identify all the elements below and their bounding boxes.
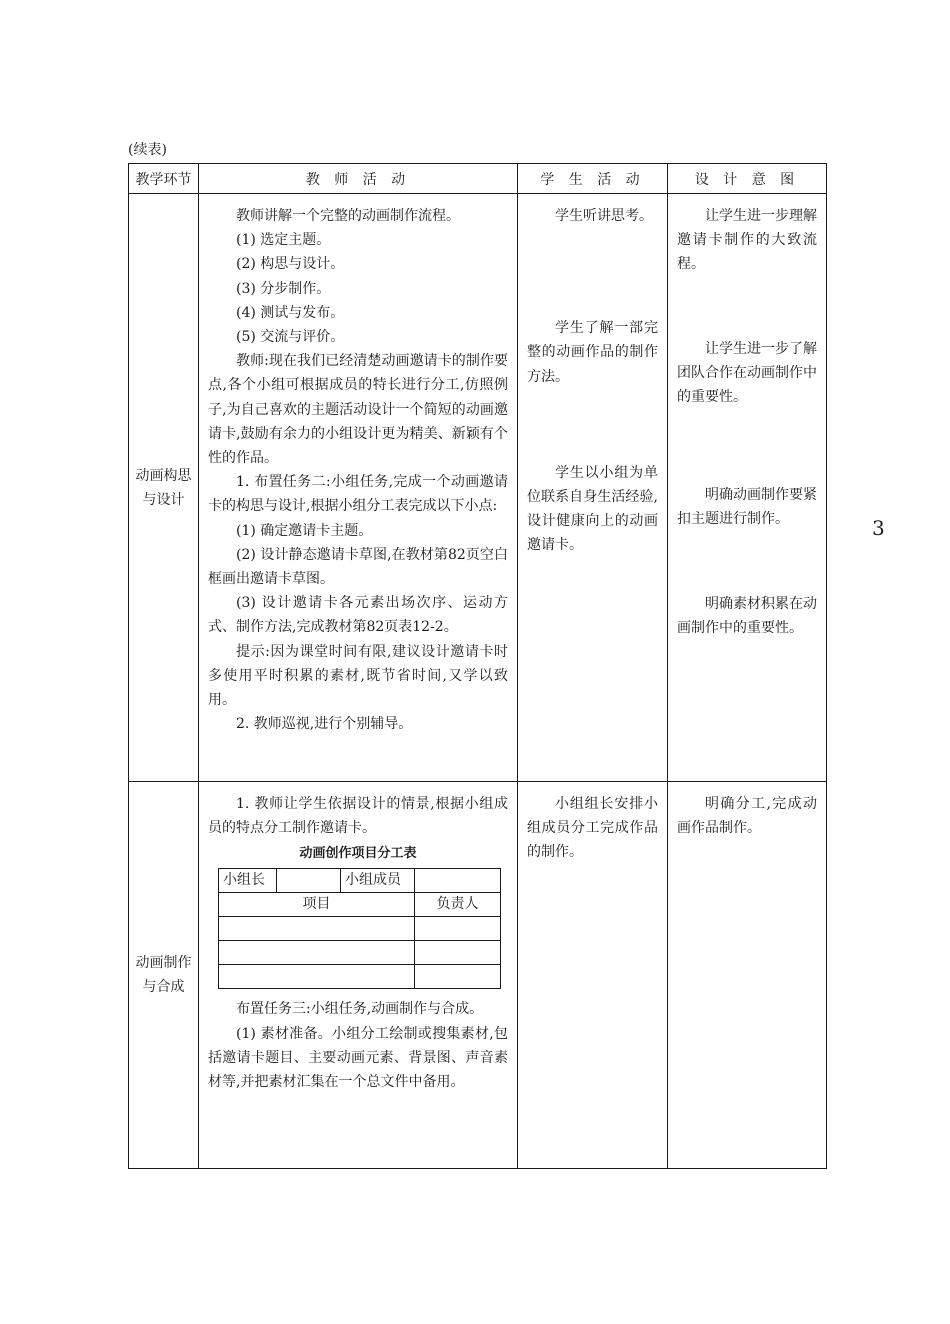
- intent-paragraph: 让学生进一步理解邀请卡制作的大致流程。: [677, 208, 817, 273]
- teacher-paragraph: (5) 交流与评价。: [236, 329, 345, 346]
- leader-value: [277, 869, 341, 893]
- blank-owner-cell: [415, 965, 501, 989]
- blank-item-cell: [219, 941, 415, 965]
- teacher-paragraph: 1. 教师让学生依据设计的情景,根据小组成员的特点分工制作邀请卡。: [208, 796, 508, 837]
- design-intent-cell: [668, 782, 827, 1169]
- stage-label-line1: 动画制作: [135, 955, 192, 971]
- teacher-paragraph: 教师:现在我们已经清楚动画邀请卡的制作要点,各个小组可根据成员的特长进行分工,仿照例子,为自己喜欢的主题活动设计一个简短的动画邀请卡,鼓励有余力的小组设计更为精美、新颖有个性的作品。: [208, 353, 508, 467]
- division-table: [218, 868, 501, 989]
- student-paragraph: 小组组长安排小组成员分工完成作品的制作。: [527, 796, 658, 861]
- student-paragraph: 学生以小组为单位联系自身生活经验,设计健康向上的动画邀请卡。: [527, 464, 658, 554]
- table-row: [129, 194, 827, 782]
- header-teacher-activity: 教 师 活 动: [199, 164, 518, 194]
- stage-label-line2: 与合成: [142, 979, 185, 995]
- intent-paragraph: 明确分工,完成动画作品制作。: [677, 796, 817, 837]
- student-activity-cell: [518, 194, 668, 782]
- header-design-intent: 设 计 意 图: [668, 164, 827, 194]
- stage-label-line2: 与设计: [142, 491, 185, 508]
- teacher-activity-cell: [199, 194, 518, 782]
- leader-label: 小组长: [219, 869, 277, 893]
- members-value: [415, 869, 501, 893]
- teacher-paragraph: (3) 设计邀请卡各元素出场次序、运动方式、制作方法,完成教材第82页表12-2。: [208, 595, 508, 636]
- teacher-paragraph: 布置任务三:小组任务,动画制作与合成。: [236, 1001, 484, 1018]
- table-row: [129, 782, 827, 1169]
- stage-label-line1: 动画构思: [135, 467, 192, 484]
- members-label: 小组成员: [341, 869, 415, 893]
- intent-paragraph: 让学生进一步了解团队合作在动画制作中的重要性。: [677, 340, 817, 406]
- stage-cell: [129, 194, 199, 782]
- blank-owner-cell: [415, 941, 501, 965]
- design-intent-cell: [668, 194, 827, 782]
- header-student-activity: 学 生 活 动: [518, 164, 668, 194]
- header-row: [129, 164, 827, 194]
- teacher-paragraph: 教师讲解一个完整的动画制作流程。: [236, 208, 460, 224]
- teacher-paragraph: (1) 确定邀请卡主题。: [236, 522, 373, 539]
- stage-cell: [129, 782, 199, 1169]
- blank-item-cell: [219, 917, 415, 941]
- division-table-title: 动画创作项目分工表: [299, 846, 417, 862]
- student-activity-cell: [518, 782, 668, 1169]
- teacher-paragraph: 提示:因为课堂时间有限,建议设计邀请卡时多使用平时积累的素材,既节省时间,又学以致用。: [208, 643, 508, 709]
- teacher-paragraph: (1) 素材准备。小组分工绘制或搜集素材,包括邀请卡题目、主要动画元素、背景图、声音素材等,并把素材汇集在一个总文件中备用。: [208, 1025, 508, 1091]
- teacher-paragraph: (4) 测试与发布。: [236, 304, 345, 321]
- page-number: 3: [872, 516, 885, 540]
- teacher-paragraph: (2) 构思与设计。: [236, 256, 345, 273]
- blank-item-cell: [219, 965, 415, 989]
- item-header: 项目: [219, 893, 415, 917]
- intent-paragraph: 明确素材积累在动画制作中的重要性。: [677, 595, 817, 636]
- teacher-paragraph: 1. 布置任务二:小组任务,完成一个动画邀请卡的构思与设计,根据小组分工表完成以下小点:: [208, 474, 508, 515]
- teacher-paragraph: (3) 分步制作。: [236, 280, 331, 297]
- owner-header: 负责人: [415, 893, 501, 917]
- student-paragraph: 学生了解一部完整的动画作品的制作方法。: [527, 320, 658, 385]
- teacher-activity-cell: [199, 782, 518, 1169]
- teacher-paragraph: (2) 设计静态邀请卡草图,在教材第82页空白框画出邀请卡草图。: [208, 546, 508, 588]
- blank-owner-cell: [415, 917, 501, 941]
- continued-label: (续表): [128, 142, 167, 158]
- teacher-paragraph: (1) 选定主题。: [236, 232, 331, 249]
- teacher-paragraph: 2. 教师巡视,进行个别辅导。: [236, 716, 413, 733]
- intent-paragraph: 明确动画制作要紧扣主题进行制作。: [677, 487, 817, 528]
- header-stage: 教学环节: [129, 164, 199, 194]
- lesson-plan-table: [128, 163, 827, 1169]
- student-paragraph: 学生听讲思考。: [555, 208, 653, 224]
